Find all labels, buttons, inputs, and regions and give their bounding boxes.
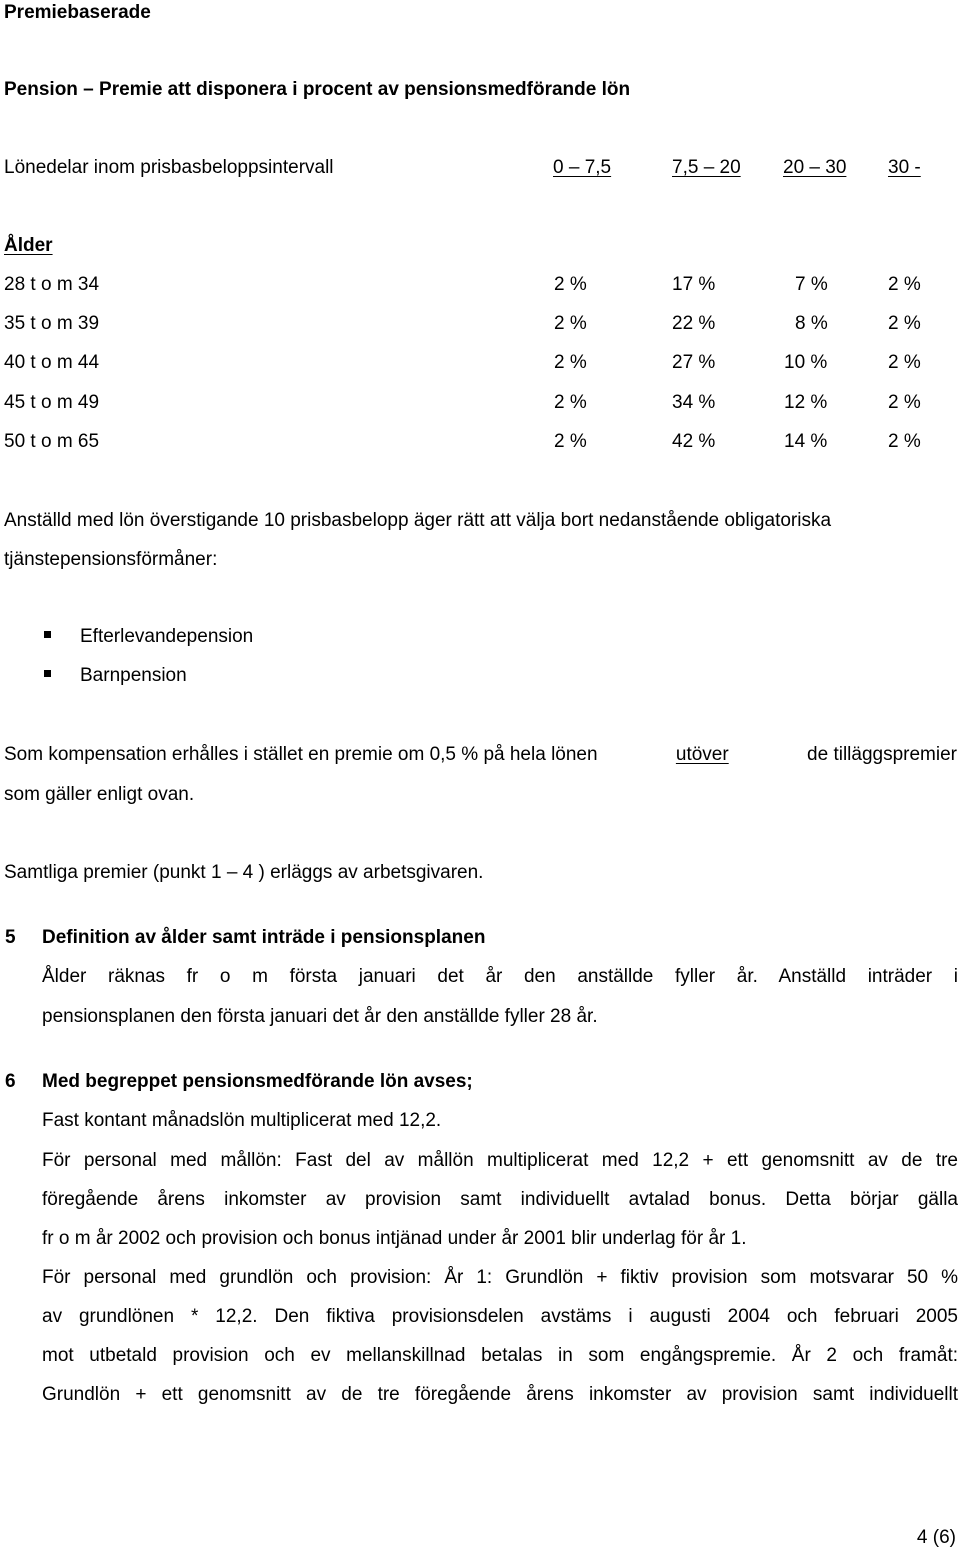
section-heading: Pension – Premie att disponera i procent av pensionsmedförande lön: [4, 79, 631, 100]
premium-cell: 12 %: [784, 392, 828, 413]
premium-cell: 2 %: [554, 431, 587, 452]
age-header: Ålder: [4, 235, 53, 256]
section-5-text: pensionsplanen den första januari det år den anställde fyller 28 år.: [42, 1006, 598, 1027]
section-6-heading: Med begreppet pensionsmedförande lön avses;: [42, 1071, 473, 1092]
compensation-text: som gäller enligt ovan.: [4, 784, 195, 805]
premium-cell: 2 %: [888, 392, 921, 413]
square-bullet-icon: [44, 670, 51, 677]
optout-text: Anställd med lön överstigande 10 prisbasbelopp äger rätt att välja bort nedanstående obligatoriska: [4, 510, 832, 531]
section-number: 6: [5, 1071, 16, 1092]
age-cell: 40 t o m 44: [4, 352, 100, 373]
compensation-underlined: utöver: [675, 744, 729, 765]
premium-cell: 2 %: [554, 392, 587, 413]
square-bullet-icon: [44, 631, 51, 638]
premium-cell: 27 %: [672, 352, 716, 373]
section-5-text: Ålder räknas fr o m första januari det år den anställde fyller år. Anställd inträder i: [42, 966, 958, 987]
premium-cell: 2 %: [554, 313, 587, 334]
section-6-text: fr o m år 2002 och provision och bonus intjänad under år 2001 blir underlag för år 1.: [42, 1228, 747, 1249]
section-6-text: av grundlönen * 12,2. Den fiktiva provisionsdelen avstäms i augusti 2004 och februari 2005: [42, 1306, 958, 1327]
optout-text: tjänstepensionsförmåner:: [4, 549, 218, 570]
age-cell: 45 t o m 49: [4, 392, 100, 413]
interval-header: 20 – 30: [783, 157, 847, 178]
premium-cell: 14 %: [784, 431, 828, 452]
section-number: 5: [5, 927, 16, 948]
premium-cell: 2 %: [888, 352, 921, 373]
age-cell: 35 t o m 39: [4, 313, 100, 334]
section-6-text: Fast kontant månadslön multiplicerat med 12,2.: [42, 1110, 442, 1131]
age-cell: 28 t o m 34: [4, 274, 100, 295]
premium-cell: 2 %: [554, 352, 587, 373]
premium-cell: 22 %: [672, 313, 716, 334]
compensation-text: de tilläggspremier: [807, 744, 957, 765]
page-number: 4 (6): [916, 1527, 956, 1548]
section-6-text: För personal med mållön: Fast del av mållön multiplicerat med 12,2 + ett genomsnitt av de tre: [42, 1150, 958, 1171]
compensation-text: Som kompensation erhålles i stället en premie om 0,5 % på hela lönen: [4, 744, 598, 765]
premium-cell: 34 %: [672, 392, 716, 413]
premium-cell: 2 %: [888, 313, 921, 334]
section-6-text: Grundlön + ett genomsnitt av de tre föregående årens inkomster av provision samt individuellt: [42, 1384, 958, 1405]
compensation-line: [4, 744, 957, 766]
interval-header: 0 – 7,5: [553, 157, 612, 178]
premium-cell: 17 %: [672, 274, 716, 295]
interval-header: 30 -: [888, 157, 921, 178]
document-title: Premiebaserade: [4, 2, 151, 23]
section-6-text: mot utbetald provision och ev mellanskillnad betalas in som engångspremie. År 2 och framåt:: [42, 1345, 958, 1366]
section-5-heading: Definition av ålder samt inträde i pensionsplanen: [42, 927, 486, 948]
premium-cell: 7 %: [795, 274, 828, 295]
premium-cell: 2 %: [888, 431, 921, 452]
bullet-item: Barnpension: [80, 665, 187, 686]
premium-cell: 10 %: [784, 352, 828, 373]
bullet-item: Efterlevandepension: [80, 626, 254, 647]
interval-header: 7,5 – 20: [672, 157, 741, 178]
all-premiums-text: Samtliga premier (punkt 1 – 4 ) erläggs av arbetsgivaren.: [4, 862, 484, 883]
section-6-text: föregående årens inkomster av provision samt individuellt avtalad bonus. Detta börjar gälla: [42, 1189, 958, 1210]
premium-cell: 2 %: [888, 274, 921, 295]
section-6-text: För personal med grundlön och provision: År 1: Grundlön + fiktiv provision som motsvarar 50 %: [42, 1267, 958, 1288]
premium-cell: 2 %: [554, 274, 587, 295]
premium-cell: 8 %: [795, 313, 828, 334]
age-cell: 50 t o m 65: [4, 431, 100, 452]
interval-label: Lönedelar inom prisbasbeloppsintervall: [4, 157, 334, 178]
premium-cell: 42 %: [672, 431, 716, 452]
